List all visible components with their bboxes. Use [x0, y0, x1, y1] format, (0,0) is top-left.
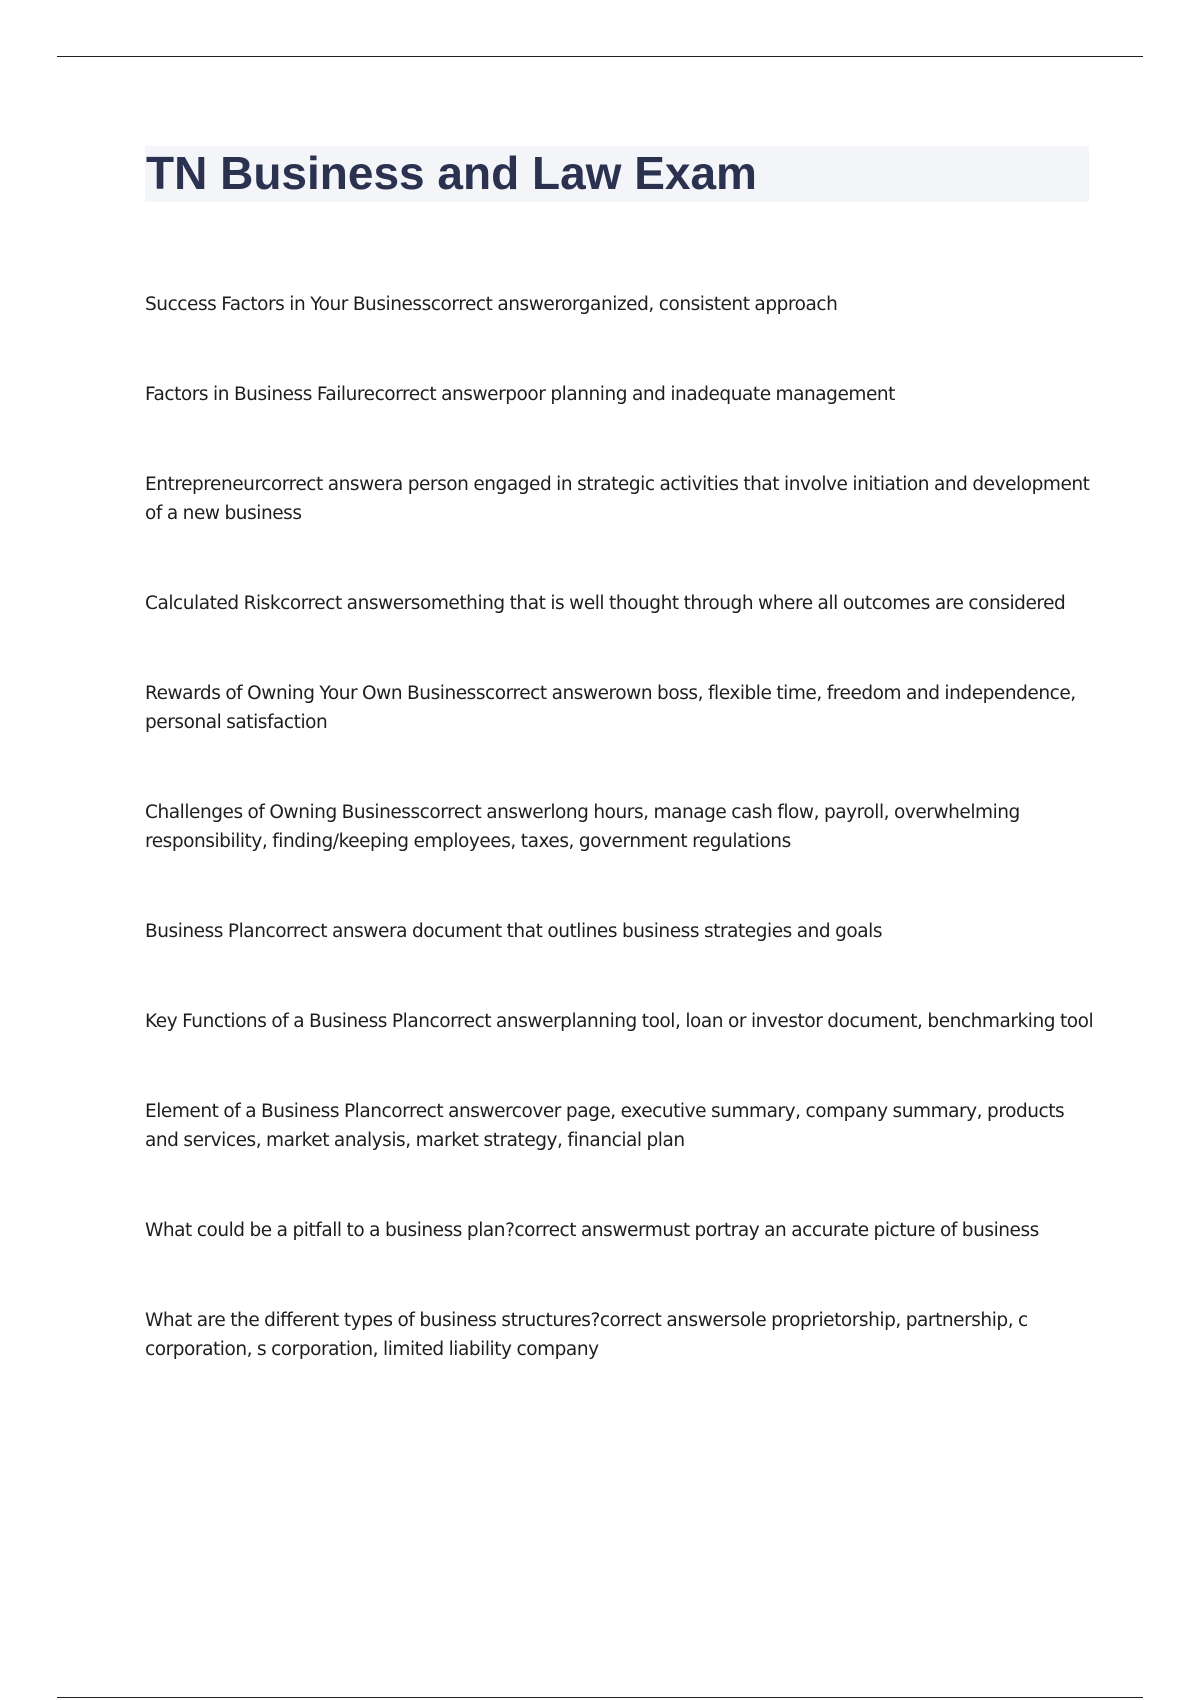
qa-item: Factors in Business Failurecorrect answerpoor planning and inadequate management — [145, 384, 895, 405]
qa-item: Entrepreneurcorrect answera person engaged in strategic activities that involve initiation and development of a new business — [145, 474, 1090, 524]
top-rule — [57, 56, 1143, 57]
bottom-rule — [57, 1697, 1143, 1698]
qa-item: Rewards of Owning Your Own Businesscorrect answerown boss, flexible time, freedom and independence, personal satisfaction — [145, 683, 1076, 733]
qa-item: Calculated Riskcorrect answersomething that is well thought through where all outcomes are considered — [145, 593, 1066, 614]
qa-item: What are the different types of business structures?correct answersole proprietorship, partnership, c corporation, s corporation, limited liability company — [145, 1310, 1028, 1360]
document-title: TN Business and Law Exam — [146, 147, 757, 199]
qa-item: What could be a pitfall to a business plan?correct answermust portray an accurate picture of business — [145, 1220, 1039, 1241]
qa-item: Key Functions of a Business Plancorrect answerplanning tool, loan or investor document, benchmarking tool — [145, 1011, 1094, 1032]
qa-item: Business Plancorrect answera document that outlines business strategies and goals — [145, 921, 883, 942]
qa-item: Element of a Business Plancorrect answercover page, executive summary, company summary, products and services, market analysis, market strategy, financial plan — [145, 1101, 1065, 1151]
qa-list — [145, 290, 1095, 1364]
qa-item: Challenges of Owning Businesscorrect answerlong hours, manage cash flow, payroll, overwhelming responsibility, finding/keeping employees, taxes, government regulations — [145, 802, 1020, 852]
qa-item: Success Factors in Your Businesscorrect answerorganized, consistent approach — [145, 294, 838, 315]
